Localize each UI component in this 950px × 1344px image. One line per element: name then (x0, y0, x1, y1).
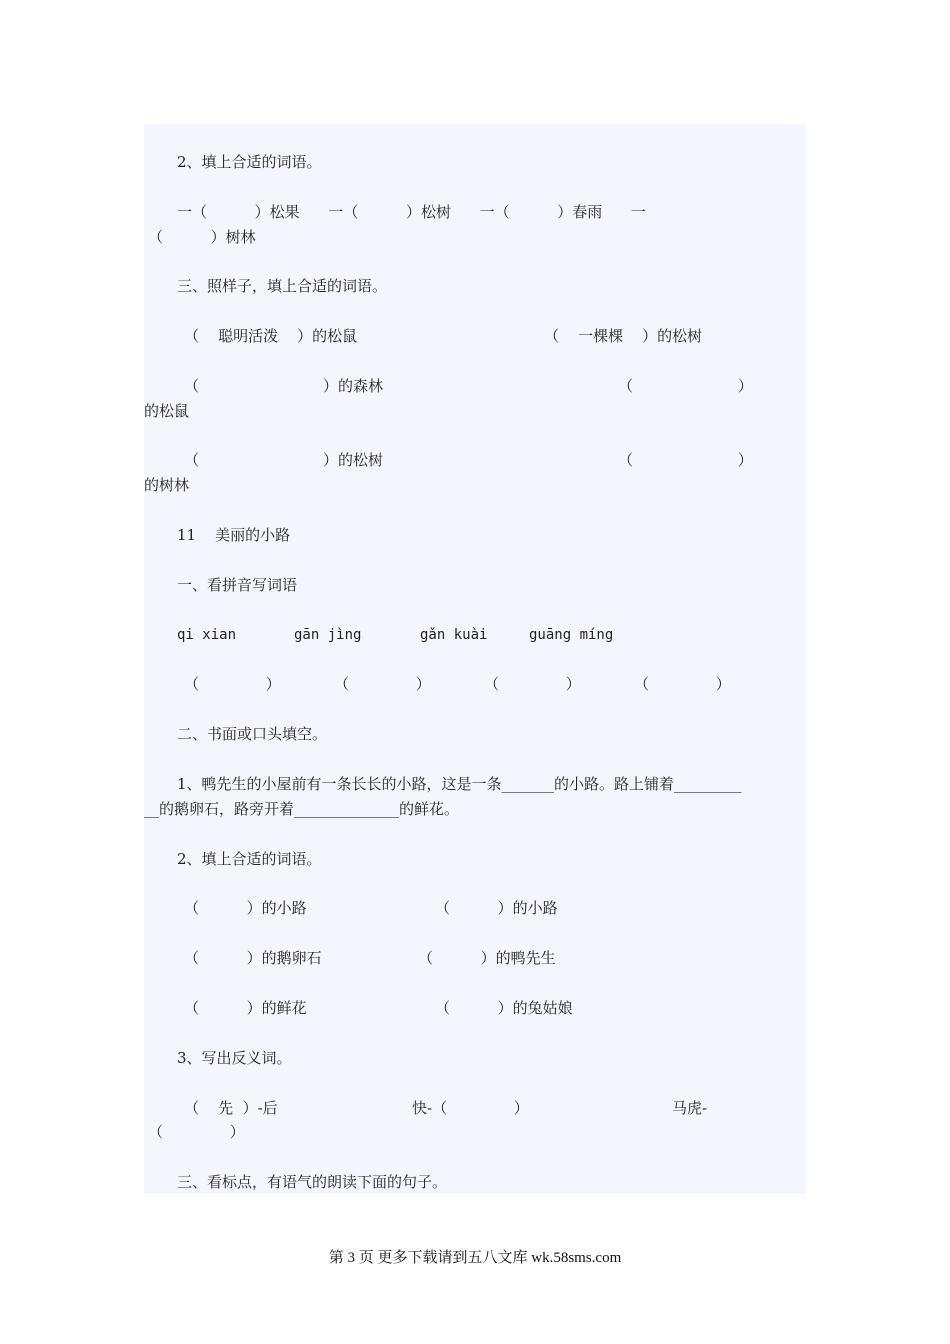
lesson-q3-cont: （ ） (148, 1123, 245, 1141)
pinyin-box-3: （ ） (484, 675, 581, 693)
pinyin-box-2: （ ） (334, 675, 431, 693)
lesson-q3-c: 马虎- (672, 1099, 708, 1117)
pinyin-2: gān jìng (294, 627, 362, 643)
lesson-q1-line1: 1、鸭先生的小屋前有一条长长的小路，这是一条_______的小路。路上铺着_________ (177, 775, 742, 793)
section3-row2-b: （ ） (618, 451, 753, 469)
pinyin-1: qi xian (177, 627, 237, 643)
lesson-q1-line2: __的鹅卵石，路旁开着______________的鲜花。 (144, 800, 460, 818)
section3-row2-cont: 的树林 (144, 476, 190, 494)
section3-title: 三、照样子，填上合适的词语。 (177, 277, 388, 295)
lesson-q3-title: 3、写出反义词。 (177, 1049, 292, 1067)
lesson-q2-row2-a: （ ）的鹅卵石 (184, 949, 322, 967)
pinyin-box-4: （ ） (634, 675, 731, 693)
lesson-q3-b: 快-（ ） (412, 1099, 529, 1117)
lesson-title: 11 美丽的小路 (177, 526, 291, 544)
lesson-q2-title: 2、填上合适的词语。 (177, 850, 322, 868)
section3-example-a: （ 聪明活泼 ）的松鼠 (184, 327, 358, 345)
lesson-section3-title: 三、看标点，有语气的朗读下面的句子。 (177, 1173, 448, 1191)
q2-row1: 一（ ）松果 一（ ）松树 一（ ）春雨 一 (177, 203, 646, 221)
lesson-q2-row2-b: （ ）的鸭先生 (418, 949, 556, 967)
section3-row1-a: （ ）的森林 (184, 377, 383, 395)
page-footer: 第 3 页 更多下载请到五八文库 wk.58sms.com (328, 1250, 622, 1266)
section3-row1-cont: 的松鼠 (144, 402, 190, 420)
lesson-q3-a: （ 先 ）-后 (184, 1099, 278, 1117)
lesson-section2-title: 二、书面或口头填空。 (177, 725, 328, 743)
lesson-q2-row3-a: （ ）的鲜花 (184, 999, 307, 1017)
pinyin-3: gǎn kuài (420, 627, 488, 643)
section3-example-b: （ 一棵棵 ）的松树 (544, 327, 703, 345)
section3-row1-b: （ ） (618, 377, 753, 395)
q2-row1-cont: （ ）树林 (148, 228, 256, 246)
lesson-section1-title: 一、看拼音写词语 (177, 576, 298, 594)
section3-row2-a: （ ）的松树 (184, 451, 383, 469)
q2-title: 2、填上合适的词语。 (177, 153, 322, 171)
lesson-q2-row3-b: （ ）的兔姑娘 (435, 999, 573, 1017)
pinyin-4: guāng míng (529, 627, 614, 643)
lesson-q2-row1-b: （ ）的小路 (435, 899, 558, 917)
pinyin-box-1: （ ） (184, 675, 281, 693)
lesson-q2-row1-a: （ ）的小路 (184, 899, 307, 917)
